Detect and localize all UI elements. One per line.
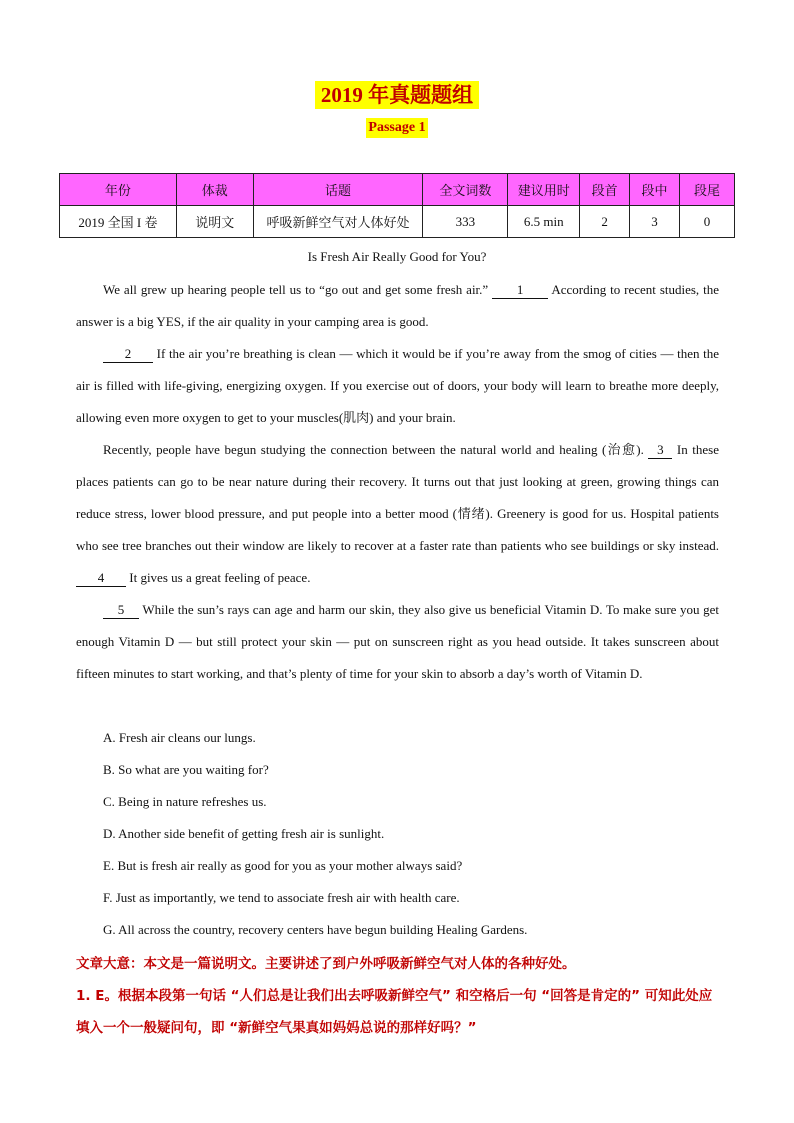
paragraph-4-text: While the sun’s rays can age and harm our skin, they also give us beneficial Vitamin D. To make sure you get enough Vitamin D — but still protect your skin — put on sunscreen right as you head outside. It takes sunscreen about fifteen minutes to start working, and that’s plenty of time for your skin to absorb a day’s worth of Vitamin D. (76, 602, 720, 681)
paragraph-3 (76, 434, 719, 594)
option-e: E. But is fresh air really as good for you as your mother always said? (103, 858, 463, 873)
page-title: 2019 年真题题组 (315, 81, 479, 109)
option-d: D. Another side benefit of getting fresh air is sunlight. (103, 826, 385, 841)
cell-word-count: 333 (423, 206, 508, 238)
cell-para-end: 0 (680, 206, 735, 238)
header-cell-para-end: 段尾 (680, 174, 735, 206)
blank-2: 2 (103, 346, 153, 363)
option-f: F. Just as importantly, we tend to associate fresh air with health care. (103, 890, 460, 905)
paragraph-3-text-c: It gives us a great feeling of peace. (129, 570, 311, 585)
option-b: B. So what are you waiting for? (103, 762, 269, 777)
header-cell-time: 建议用时 (508, 174, 580, 206)
header-cell-para-middle: 段中 (630, 174, 680, 206)
header-cell-word-count: 全文词数 (423, 174, 508, 206)
blank-1: 1 (492, 282, 548, 299)
header-cell-genre: 体裁 (176, 174, 253, 206)
article-summary: 文章大意：本文是一篇说明文。主要讲述了到户外呼吸新鲜空气对人体的各种好处。 (76, 956, 576, 972)
blank-3: 3 (648, 442, 672, 459)
blank-4: 4 (76, 570, 126, 587)
option-g: G. All across the country, recovery centers have begun building Healing Gardens. (103, 922, 528, 937)
cell-para-start: 2 (580, 206, 630, 238)
paragraph-2 (76, 338, 719, 434)
option-c: C. Being in nature refreshes us. (103, 794, 267, 809)
info-table-header-row (60, 174, 735, 206)
cell-genre: 说明文 (176, 206, 253, 238)
paragraph-1-text-b: According to recent studies, the answer is a big YES, if the air quality in your camping area is good. (76, 282, 719, 329)
info-table-row (60, 206, 735, 238)
passage-title: Is Fresh Air Really Good for You? (307, 249, 487, 264)
paragraph-2-text: If the air you’re breathing is clean — which it would be if you’re away from the smog of cities — then the air is filled with life-giving, energizing oxygen. If you exercise out of doors, your body will learn to breathe more deeply, allowing even more oxygen to get to your muscles(肌肉) and your brain. (76, 346, 719, 425)
option-a: A. Fresh air cleans our lungs. (103, 730, 256, 745)
title-block (0, 81, 794, 109)
answer-1-explanation: 1. E。根据本段第一句话 “人们总是让我们出去呼吸新鲜空气” 和空格后一句 “回答是肯定的” 可知此处应填入一个一般疑问句，即 “新鲜空气果真如妈妈总说的那样好吗？” (76, 988, 713, 1036)
paragraph-1-text-a: We all grew up hearing people tell us to “go out and get some fresh air.” (103, 282, 489, 297)
cell-year: 2019 全国 I 卷 (60, 206, 177, 238)
paragraph-3-text-b: In these places patients can go to be near nature during their recovery. It turns out that just looking at green, growing things can reduce stress, lower blood pressure, and put people into a better mood (情绪). Greenery is good for us. Hospital patients who see tree branches out their window are likely to recover at a faster rate than patients who see buildings or sky instead. (76, 442, 720, 553)
cell-topic: 呼吸新鲜空气对人体好处 (253, 206, 423, 238)
cell-para-middle: 3 (630, 206, 680, 238)
blank-5: 5 (103, 602, 139, 619)
passage-label: Passage 1 (366, 118, 427, 138)
subtitle-block (0, 118, 794, 138)
header-cell-para-start: 段首 (580, 174, 630, 206)
paragraph-1 (76, 274, 719, 338)
header-cell-topic: 话题 (253, 174, 423, 206)
header-cell-year: 年份 (60, 174, 177, 206)
cell-time: 6.5 min (508, 206, 580, 238)
info-table (59, 173, 735, 238)
paragraph-4 (76, 594, 719, 690)
paragraph-3-text-a: Recently, people have begun studying the connection between the natural world and healing (治愈). (103, 442, 644, 457)
